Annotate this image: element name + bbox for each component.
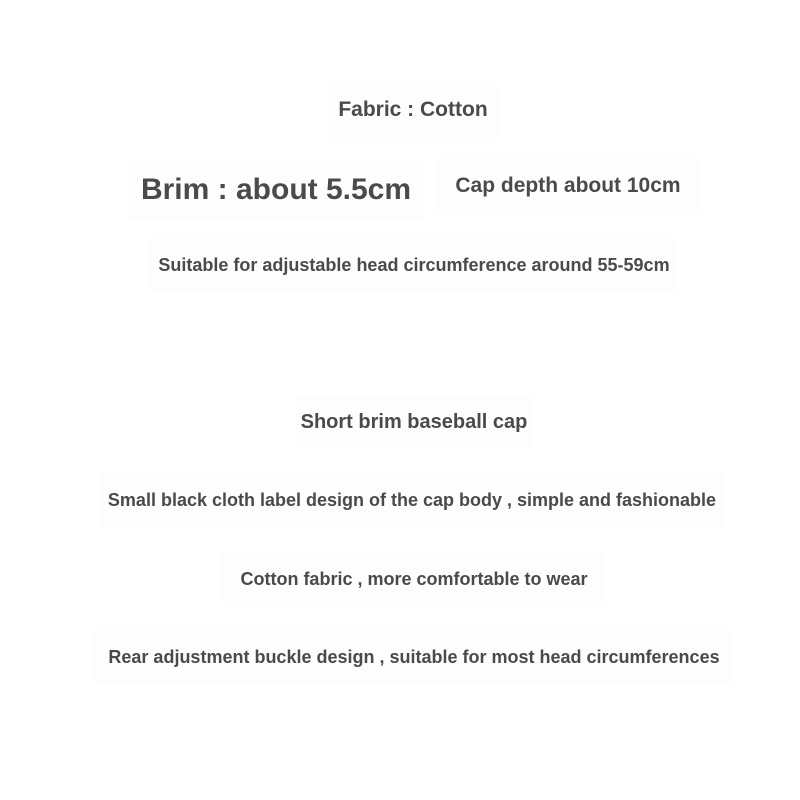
brim-spec: Brim : about 5.5cm [128,160,424,220]
head-circumference-spec: Suitable for adjustable head circumference around 55-59cm [150,238,678,292]
fabric-spec: Fabric : Cotton [328,82,498,138]
rear-buckle-feature: Rear adjustment buckle design , suitable for most head circumferences [94,630,734,684]
cotton-feature: Cotton fabric , more comfortable to wear [222,552,606,606]
label-design-feature: Small black cloth label design of the cap body , simple and fashionable [100,474,724,526]
product-title: Short brim baseball cap [296,396,532,448]
cap-depth-spec: Cap depth about 10cm [434,158,702,214]
